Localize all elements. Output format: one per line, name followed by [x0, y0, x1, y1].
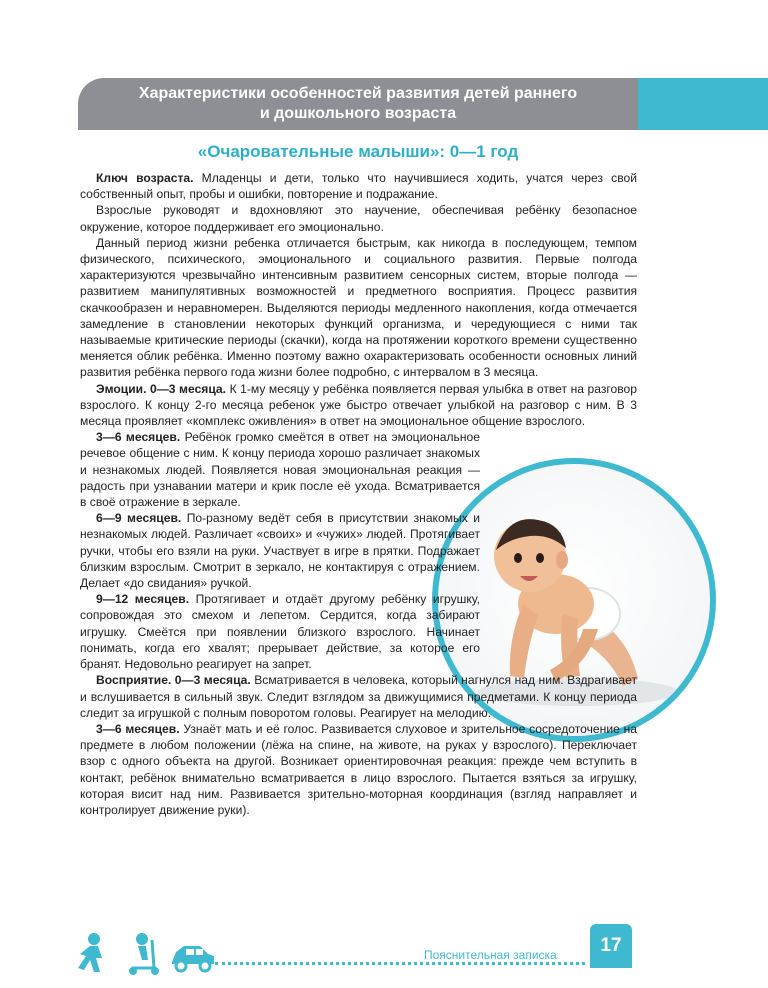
paragraph-emotions-0-3: [80, 381, 637, 430]
paragraph-perception-3-6: [80, 721, 637, 818]
paragraph-emotions-9-12: [80, 591, 480, 672]
page-number: 17: [590, 924, 632, 968]
paragraph-key-age-text: Младенцы и дети, только что научившиеся ходить, учатся через свой собственный опыт, пробы и ошибки, повторение и подражание.: [80, 171, 637, 202]
header-title-line2: и дошкольного возраста: [259, 105, 457, 122]
paragraph-emotions-0-3-heading: Эмоции. 0—3 месяца.: [96, 381, 227, 396]
wrapped-text-block: [80, 429, 480, 672]
paragraph-perception-3-6-text: Узнаёт мать и её голос. Развивается слуховое и зрительное сосредоточение на предмете в любом положении (лёжа на спине, на животе, на руках у взрослого). Переключает взор с одного объекта на другой. Возникает ориентировочная реакция: прежде чем вступить в контакт, ребёнок внимательно всматривается в лицо взрослого. Пытается взяться за игрушку, которая висит над ним. Развивается зрительно-моторная координация (взгляд направляет и контролирует движение руки).: [80, 721, 637, 817]
section-title: «Очаровательные малыши»: 0—1 год: [197, 142, 519, 161]
paragraph-emotions-9-12-heading: 9—12 месяцев.: [96, 592, 190, 607]
paragraph-emotions-3-6-heading: 3—6 месяцев.: [96, 430, 181, 445]
header-title-line1: Характеристики особенностей развития детей раннего: [138, 85, 578, 102]
paragraph-emotions-0-3-text: К 1-му месяцу у ребёнка появляется первая улыбка в ответ на разговор взрослого. К концу 2-го месяца ребенок уже быстро отвечает улыбкой на разговор с ним. В 3 месяца проявляет «комплекс оживления» в ответ на эмоциональное общение взрослого.: [80, 381, 637, 429]
paragraph-key-age: [80, 170, 637, 202]
running-child-icon: [72, 932, 112, 976]
paragraph-period: Данный период жизни ребенка отличается быстрым, как никогда в последующем, темпом физического, психического, эмоционального и социального развития. Первые полгода характеризуются чрезвычайно интенсивным развитием сенсорных систем, вторые полгода — развитием манипулятивных возможностей и предметного восприятия. Процесс развития скачкообразен и неравномерен. Выделяются периоды медленного накопления, когда отмечается замедление в становлении некоторых функций организма, и чередующиеся с ними так называемые критические периоды (скачки), когда на протяжении короткого времени существенно меняется облик ребёнка. Именно поэтому важно охарактеризовать особенности основных линий развития ребёнка первого года жизни более подробно, с интервалом в 3 месяца.: [80, 235, 637, 380]
paragraph-perception-0-3-text: Всматривается в человека, который нагнулся над ним. Вздрагивает и вслушивается в сильный звук. Следит взглядом за движущимися предметами. К концу периода следит за игрушкой с полным поворотом головы. Реагирует на мелодию.: [80, 673, 637, 720]
paragraph-perception-0-3: [80, 672, 637, 721]
body-text: [80, 170, 637, 818]
paragraph-key-age-heading: Ключ возраста.: [96, 171, 194, 185]
child-on-scooter-icon: [124, 932, 164, 976]
toy-car-icon: [168, 938, 216, 974]
footer-dotted-line: [215, 962, 585, 965]
paragraph-adults: Взрослые руководят и вдохновляют это научение, обеспечивая ребёнку безопасное окружение, которое поддерживает его эмоционально.: [80, 203, 637, 234]
paragraph-perception-0-3-heading: Восприятие. 0—3 месяца.: [96, 673, 251, 688]
paragraph-emotions-3-6-text: Ребёнок громко смеётся в ответ на эмоциональное речевое общение с ним. К концу периода хорошо различает знакомых и незнакомых людей. Появляется новая эмоциональная реакция — радость при узнавании матери и крик после её ухода. Всматривается в своё отражение в зеркале.: [80, 430, 480, 510]
paragraph-emotions-6-9: [80, 510, 480, 591]
footer-label: Пояснительная записка: [420, 948, 561, 962]
paragraph-emotions-3-6: [80, 429, 480, 510]
paragraph-perception-3-6-heading: 3—6 месяцев.: [96, 721, 180, 736]
paragraph-emotions-9-12-text: Протягивает и отдаёт другому ребёнку игрушку, сопровождая это смехом и лепетом. Сердится, когда забирают игрушку. Смеётся при появлении близкого взрослого. Начинает понимать, когда его хвалят; прерывает действие, за которое его бранят. Недовольно реагирует на запрет.: [80, 592, 480, 672]
header-accent-bar: [638, 78, 768, 130]
paragraph-emotions-6-9-heading: 6—9 месяцев.: [96, 511, 182, 526]
header-band: [78, 78, 638, 130]
paragraph-emotions-6-9-text: По-разному ведёт себя в присутствии знакомых и незнакомых людей. Различает «своих» и «чужих» людей. Протягивает ручки, чтобы его взяли на руки. Участвует в игре в прятки. Подражает близким взрослым. Смотрит в зеркало, не контактируя с отражением. Делает «до свидания» ручкой.: [80, 511, 480, 591]
